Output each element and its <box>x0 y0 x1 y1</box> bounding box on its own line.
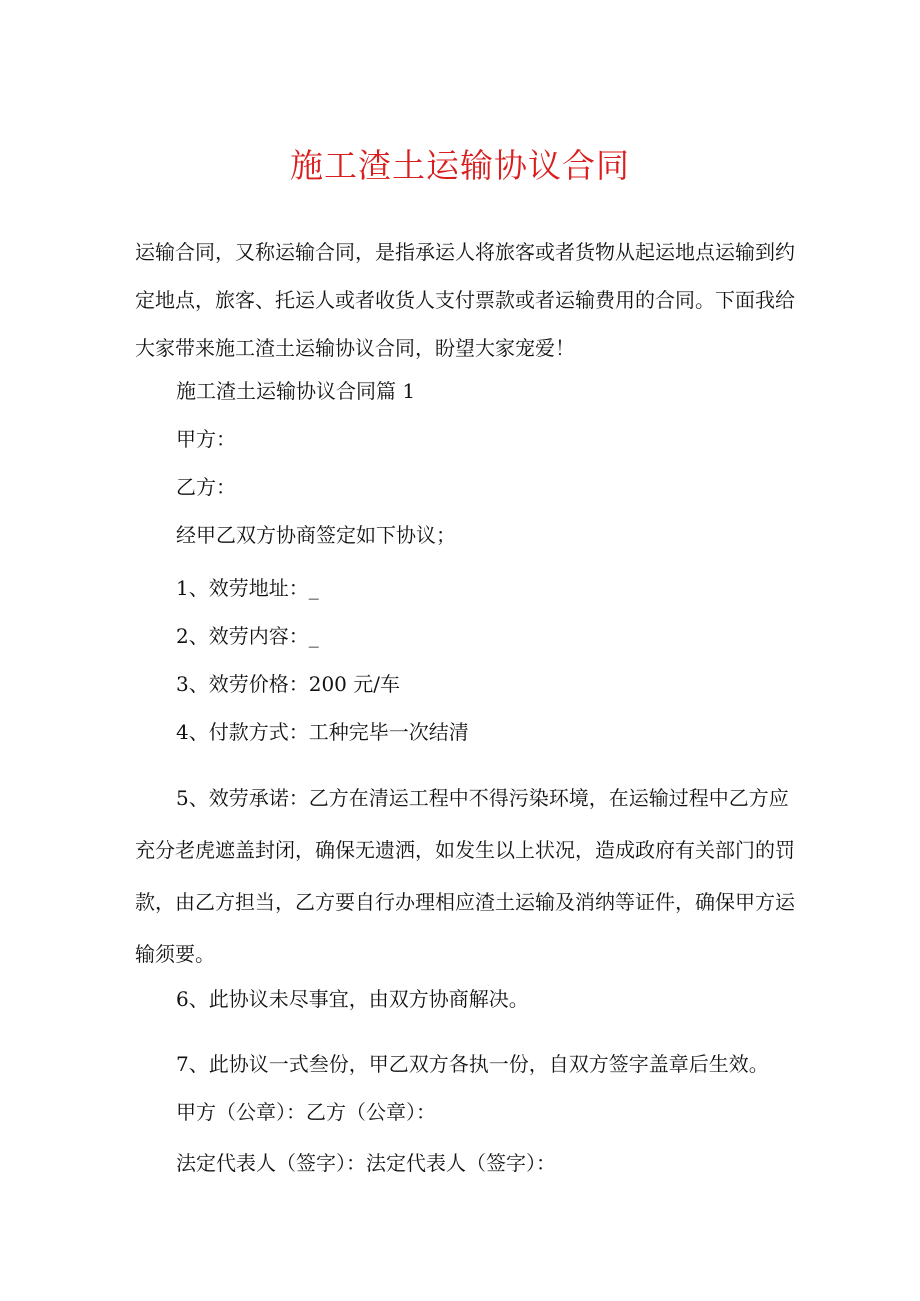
clause-4: 4、付款方式：工种完毕一次结清 <box>176 720 469 744</box>
clause-6: 6、此协议未尽事宜，由双方协商解决。 <box>176 987 529 1011</box>
clause-7: 7、此协议一式叁份，甲乙双方各执一份，自双方签字盖章后生效。 <box>176 1052 769 1076</box>
intro-paragraph: 运输合同，又称运输合同，是指承运人将旅客或者货物从起运地点运输到约定地点，旅客、托运人或者收货人支付票款或者运输费用的合同。下面我给大家带来施工渣土运输协议合同，盼望大家宠爱！ <box>135 240 795 360</box>
agreement-intro: 经甲乙双方协商签定如下协议； <box>176 523 456 547</box>
document-title: 施工渣土运输协议合同 <box>290 146 630 185</box>
signature-line: 法定代表人（签字）：法定代表人（签字）： <box>176 1151 556 1175</box>
clause-1: 1、效劳地址：_ <box>176 576 319 600</box>
party-a-label: 甲方： <box>176 427 236 451</box>
clause-2: 2、效劳内容：_ <box>176 624 319 648</box>
clause-5: 5、效劳承诺：乙方在清运工程中不得污染环境，在运输过程中乙方应充分老虎遮盖封闭，确保无遗洒，如发生以上状况，造成政府有关部门的罚款，由乙方担当，乙方要自行办理相应渣土运输及消纳等证件，确保甲方运输须要。 <box>135 786 795 966</box>
seal-line: 甲方（公章）：乙方（公章）： <box>176 1100 436 1124</box>
section-heading: 施工渣土运输协议合同篇 1 <box>176 379 416 403</box>
party-b-label: 乙方： <box>176 475 236 499</box>
clause-3: 3、效劳价格：200 元/车 <box>176 672 400 696</box>
